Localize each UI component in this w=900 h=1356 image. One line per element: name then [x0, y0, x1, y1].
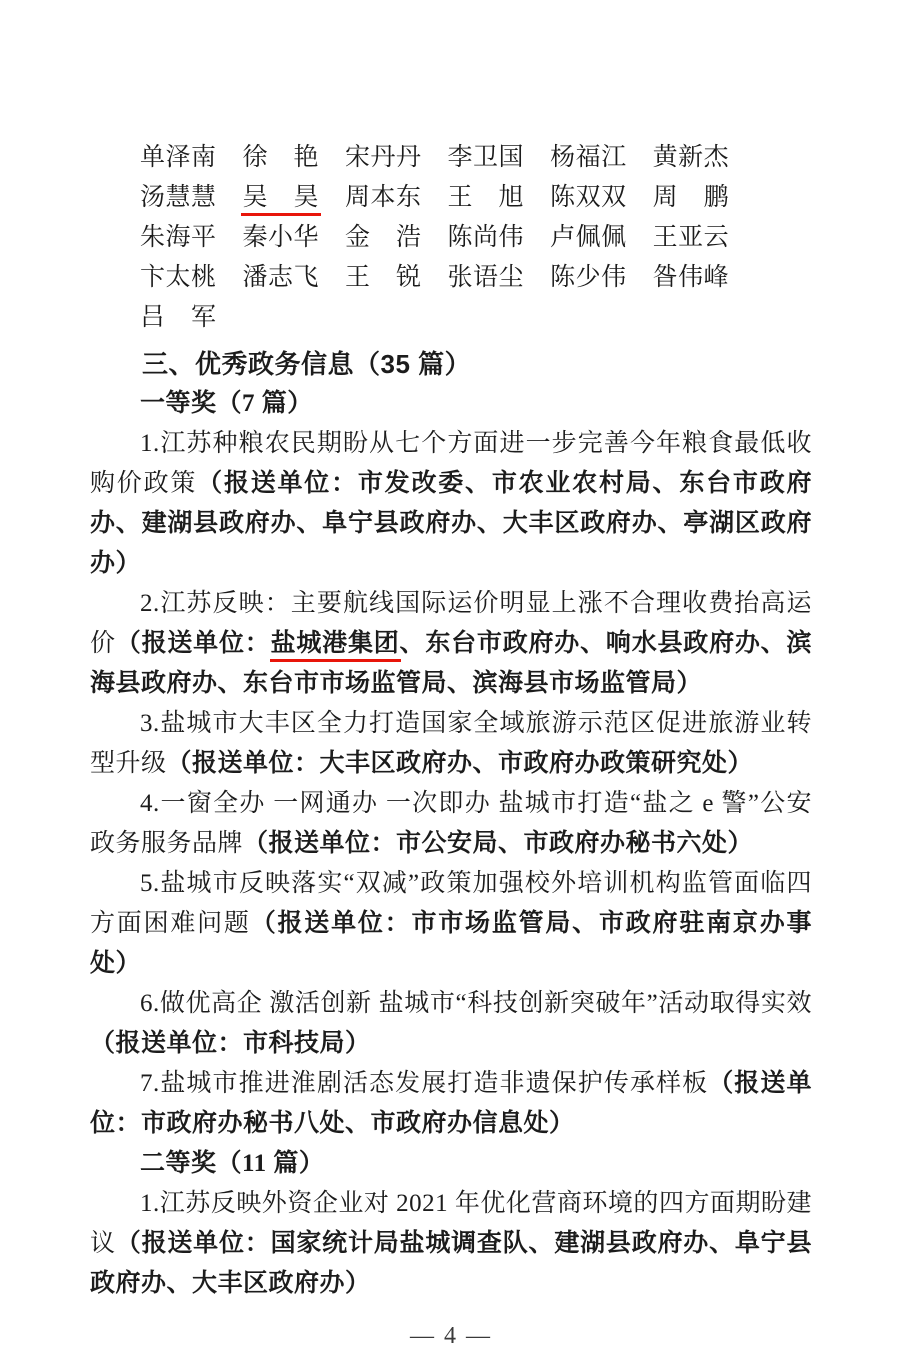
item-units: （报送单位：市公安局、市政府办秘书六处） — [243, 830, 754, 857]
name: 潘志飞 — [242, 264, 320, 291]
name: 周 鹏 — [652, 184, 730, 211]
name: 朱海平 — [140, 224, 217, 251]
names-row — [140, 298, 812, 338]
item-units: （报送单位：国家统计局盐城调查队、建湖县政府办、阜宁县政府办、大丰区政府办） — [90, 1230, 812, 1297]
name: 卢佩佩 — [550, 224, 627, 251]
name: 王 锐 — [345, 264, 422, 291]
name: 陈尚伟 — [447, 224, 525, 251]
item-title: 1.江苏反映外资企业对 2021 年优化营商环境的四方面期盼建议 — [90, 1190, 812, 1257]
item-units: （报送单位：市市场监管局、市政府驻南京办事处） — [90, 910, 812, 977]
item-title: 3.盐城市大丰区全力打造国家全域旅游示范区促进旅游业转型升级 — [90, 710, 812, 777]
item-units: （报送单位：大丰区政府办、市政府办政策研究处） — [166, 750, 754, 777]
names-row — [140, 138, 812, 178]
name: 黄新杰 — [652, 144, 730, 171]
award-groups — [90, 384, 812, 1304]
award-item — [90, 424, 812, 584]
name: 陈少伟 — [550, 264, 627, 291]
name: 陈双双 — [550, 184, 627, 211]
award-item — [90, 704, 812, 784]
award-item — [90, 864, 812, 984]
page-number: — 4 — — [410, 1323, 492, 1349]
red-underlined-text: 盐城港集团 — [270, 630, 400, 657]
item-units: （报送单位：市政府办秘书八处、市政府办信息处） — [90, 1070, 812, 1137]
item-units: （报送单位：市发改委、市农业农村局、东台市政府办、建湖县政府办、阜宁县政府办、大丰区政府办、亭湖区政府办） — [90, 470, 812, 577]
award-item — [90, 1184, 812, 1304]
names-row — [140, 218, 812, 258]
award-item — [90, 584, 812, 704]
name: 秦小华 — [242, 224, 320, 251]
names-grid — [140, 138, 812, 338]
item-title: 5.盐城市反映落实“双减”政策加强校外培训机构监管面临四方面困难问题 — [90, 870, 812, 937]
item-title: 4.一窗全办 一网通办 一次即办 盐城市打造“盐之 e 警”公安政务服务品牌 — [90, 790, 812, 857]
item-units: （报送单位：盐城港集团、东台市政府办、响水县政府办、滨海县政府办、东台市市场监管局、滨海县市场监管局） — [90, 630, 812, 697]
item-title: 7.盐城市推进淮剧活态发展打造非遗保护传承样板 — [140, 1070, 709, 1097]
item-title: 1.江苏种粮农民期盼从七个方面进一步完善今年粮食最低收购价政策 — [90, 430, 812, 497]
names-row — [140, 258, 812, 298]
name: 单泽南 — [140, 144, 217, 171]
name: 周本东 — [345, 184, 422, 211]
name: 王亚云 — [652, 224, 730, 251]
name: 徐 艳 — [242, 144, 320, 171]
name: 李卫国 — [447, 144, 525, 171]
item-title: 6.做优高企 激活创新 盐城市“科技创新突破年”活动取得实效 — [140, 990, 812, 1017]
name: 张语尘 — [447, 264, 525, 291]
name: 杨福江 — [550, 144, 627, 171]
item-title: 2.江苏反映：主要航线国际运价明显上涨不合理收费抬高运价 — [90, 590, 812, 657]
name: 吕 军 — [140, 304, 217, 331]
name: 王 旭 — [447, 184, 525, 211]
name: 昝伟峰 — [652, 264, 730, 291]
name: 汤慧慧 — [140, 184, 217, 211]
name: 金 浩 — [345, 224, 422, 251]
award-item — [90, 984, 812, 1064]
item-units: （报送单位：市科技局） — [90, 1030, 371, 1057]
names-row — [140, 178, 812, 218]
award-subheading: 二等奖（11 篇） — [140, 1150, 325, 1177]
award-item — [90, 1064, 812, 1144]
name-underlined: 吴 昊 — [243, 178, 320, 218]
name: 宋丹丹 — [345, 144, 422, 171]
name: 卞太桃 — [140, 264, 217, 291]
section-heading: 三、优秀政务信息（35 篇） — [142, 349, 472, 379]
award-item — [90, 784, 812, 864]
award-subheading: 一等奖（7 篇） — [140, 390, 313, 417]
